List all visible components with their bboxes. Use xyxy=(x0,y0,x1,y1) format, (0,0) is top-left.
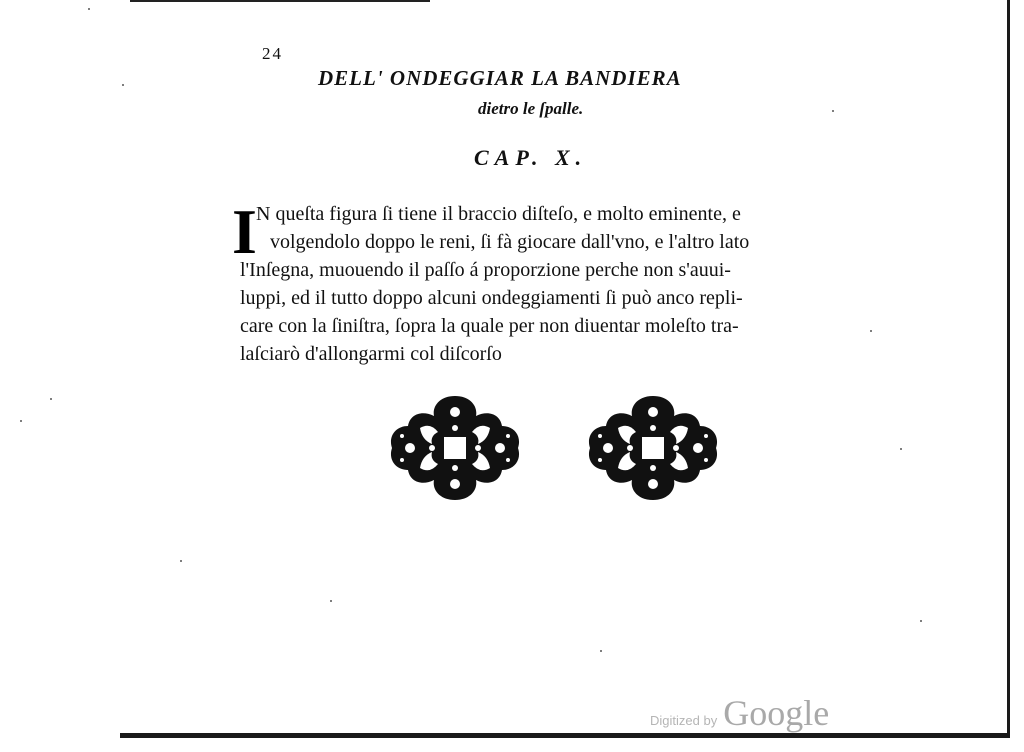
floral-ornament-icon xyxy=(380,392,530,504)
drop-cap: I xyxy=(232,196,257,267)
scan-speck xyxy=(832,110,834,112)
scan-speck xyxy=(330,600,332,602)
text-line: l'Inſegna, muouendo il paſſo á proporzione perche non s'auui- xyxy=(240,259,731,281)
ornament-row xyxy=(380,392,730,504)
text-line: care con la ſiniſtra, ſopra la quale per non diuentar moleſto tra- xyxy=(240,315,739,337)
scan-speck xyxy=(180,560,182,562)
text-line: N queſta figura ſi tiene il braccio diſteſo, e molto eminente, e xyxy=(256,203,741,225)
scan-speck xyxy=(122,84,124,86)
page-edge-right xyxy=(1007,0,1010,735)
scan-speck xyxy=(870,330,872,332)
scan-speck xyxy=(920,620,922,622)
text-line: luppi, ed il tutto doppo alcuni ondeggiamenti ſi può anco repli- xyxy=(240,287,743,309)
text-line: volgendolo doppo le reni, ſi fà giocare dall'vno, e l'altro lato xyxy=(270,231,750,253)
text-line: laſciarò d'allongarmi col diſcorſo xyxy=(240,343,502,365)
watermark-prefix: Digitized by xyxy=(650,713,718,728)
page-number: 24 xyxy=(262,44,283,63)
scan-speck xyxy=(50,398,52,400)
scan-speck xyxy=(600,650,602,652)
page-title: DELL' ONDEGGIAR LA BANDIERA xyxy=(318,66,682,90)
watermark-brand: Google xyxy=(723,693,830,733)
floral-ornament-icon xyxy=(578,392,728,504)
page-edge-bottom xyxy=(120,733,1010,738)
scan-speck xyxy=(88,8,90,10)
chapter-heading: CAP. X. xyxy=(474,145,588,170)
digitized-watermark xyxy=(650,692,829,734)
page-subtitle: dietro le ſpalle. xyxy=(478,99,584,118)
page-edge-top xyxy=(130,0,430,2)
scan-speck xyxy=(900,448,902,450)
scan-speck xyxy=(20,420,22,422)
